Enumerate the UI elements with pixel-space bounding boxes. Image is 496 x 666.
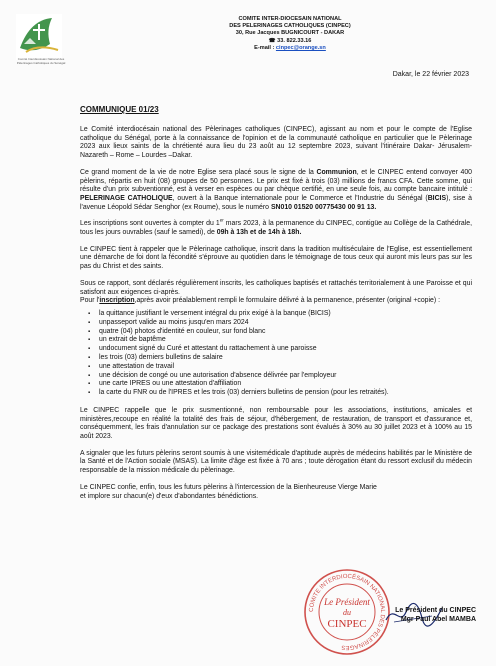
list-item: ▪ undocument signé du Curé et attestant du rattachement à une paroisse — [88, 345, 472, 354]
email-link[interactable]: cinpec@orange.sn — [275, 44, 326, 51]
paragraph-cancellation: Le CINPEC rappelle que le prix susmentionné, non remboursable pour les associations, institutions, amicales et ministères,recoupe en réalité la totalité des frais de séjour, d'hébergement, de restauration, de transport et d'assurance et, conséquemment, les frais d'annulation sur ce package des prestations sont évalués à 30% au 30 juillet 2023 et à 100% au 15 août 2023. — [80, 406, 472, 441]
paragraph-intro: Le Comité interdiocésain national des Pèlerinages catholiques (CINPEC), agissant au nom et pour le compte de l'Eglise catholique du Sénégal, porte à la connaissance de l'opinion et de la communauté catholique en particulier que le Pèlerinage 2023 aux lieux saints de la chrétienté aura lieu du 23 août au 12 septembre 2023, suivant l'itinéraire Dakar- Jérusalem- Nazareth – Rome – Lourdes –Dakar. — [80, 126, 472, 160]
signature-block — [395, 606, 476, 624]
stamp-ring-text: COMITE INTERDIOCÉSAIN NATIONAL DES PÈLERINAGES — [308, 573, 386, 651]
list-item: ▪ une décision de congé ou une autorisation d'absence délivrée par l'employeur — [88, 372, 472, 381]
list-item: ▪ une carte IPRES ou une attestation d'affiliation — [88, 380, 472, 389]
org-phone: ☎ 33. 822.33.16 — [268, 37, 312, 44]
list-item: ▪ la quittance justifiant le versement intégral du prix exigé à la banque (BICIS) — [88, 310, 472, 319]
list-item: ▪ un extrait de baptême — [88, 336, 472, 345]
communique-body — [80, 126, 472, 509]
opening-hours: 09h à 13h et de 14h à 18h. — [216, 229, 302, 237]
list-item: ▪ unpasseport valide au moins jusqu'en mars 2024 — [88, 319, 472, 328]
stamp-line-1: Le Président — [324, 597, 370, 607]
cinpec-logo — [16, 14, 62, 60]
paragraph-requirements-intro: Sous ce rapport, sont déclarés régulièrement inscrits, les catholiques baptisés et rattachés territorialement à une Paroisse et qui satisfont aux exigences ci-après. Pour l'inscription,après avoir préalablement rempli le formulaire délivré à la permanence, présenter (original +copie) : — [80, 279, 472, 305]
paragraph-registration: Les inscriptions sont ouvertes à compter du 1er mars 2023, à la permanence du CINPEC, contigüe au Collège de la Cathédrale, tous les jours ouvrables (sauf le samedi), de 09h à 13h et de 14h à 18h. — [80, 218, 472, 237]
list-item: ▪ une attestation de travail — [88, 363, 472, 372]
communique-title: COMMUNIQUE 01/23 — [80, 105, 159, 114]
date-line: Dakar, le 22 février 2023 — [392, 71, 469, 78]
paragraph-blessing: Le CINPEC confie, enfin, tous les futurs pèlerins à l'intercession de la Bienheureuse Vierge Marie et implore sur chacun(e) d'eux d'abondantes bénédictions. — [80, 483, 377, 500]
email-label: E-mail : — [254, 44, 275, 51]
organisation-header — [190, 16, 390, 52]
org-name-line-1: COMITE INTER-DIOCESAIN NATIONAL — [238, 16, 342, 22]
org-name-line-2: DES PELERINAGES CATHOLIQUES (CINPEC) — [229, 23, 351, 30]
stamp-line-3: CINPEC — [327, 618, 367, 630]
list-item: ▪ les trois (03) derniers bulletins de salaire — [88, 354, 472, 363]
logo-caption: Comité Interdiocésain National des Pèlerinages Catholiques du Sénégal — [16, 57, 66, 65]
list-item: ▪ la carte du FNR ou de l'IPRES et les trois (03) derniers bulletins de pension (pour les retraités). — [88, 389, 472, 398]
official-stamp — [302, 567, 392, 657]
list-item: ▪ quatre (04) photos d'identité en couleur, sur fond blanc — [88, 328, 472, 337]
signatory-role: Le Président du CINPEC — [395, 607, 476, 614]
signatory-name: Mgr Paul Abel MAMBA — [400, 616, 476, 623]
required-documents-list — [88, 310, 472, 398]
paragraph-faith: Le CINPEC tient à rappeler que le Pèlerinage catholique, inscrit dans la tradition multiséculaire de l'Eglise, est essentiellement une démarche de foi dont la fécondité s'éprouve au quotidien dans le témoignage de tous ceux qui auront mis leurs pas sur les pas du Christ et des saints. — [80, 245, 472, 271]
paragraph-medical: A signaler que les futurs pèlerins seront soumis à une visitemédicale d'aptitude auprès de médecins habilités par le Ministère de la Santé et de l'Action sociale (MSAS). La limite d'âge est fixée à 70 ans ; toute dérogation étant du ressort exclusif du médecin responsable de la mission médicale du pèlerinage. — [80, 449, 472, 475]
bank-account-number: SN010 01520 00775430 00 91 13. — [270, 203, 377, 211]
paragraph-price: Ce grand moment de la vie de notre Eglise sera placé sous le signe de la Communion, et le CINPEC entend convoyer 400 pèlerins, répartis en huit (08) groupes de 50 personnes. Le prix est fixé à trois (03) millions de francs CFA. Cette somme, qui résulte d'un prix subventionné, est à verser en espèces ou par chèque certifié, en une seule fois, au compte bancaire intitulé : PELERINAGE CATHOLIQUE, ouvert à la Banque internationale pour le Commerce et l'Industrie du Sénégal (BICIS), sise à l'avenue Léopold Sédar Senghor (ex Roume), sous le numéro SN010 01520 00775430 00 91 13. — [80, 168, 473, 211]
org-address: 30, Rue Jacques BUGNICOURT - DAKAR — [235, 30, 345, 37]
stamp-line-2: du — [343, 608, 351, 617]
